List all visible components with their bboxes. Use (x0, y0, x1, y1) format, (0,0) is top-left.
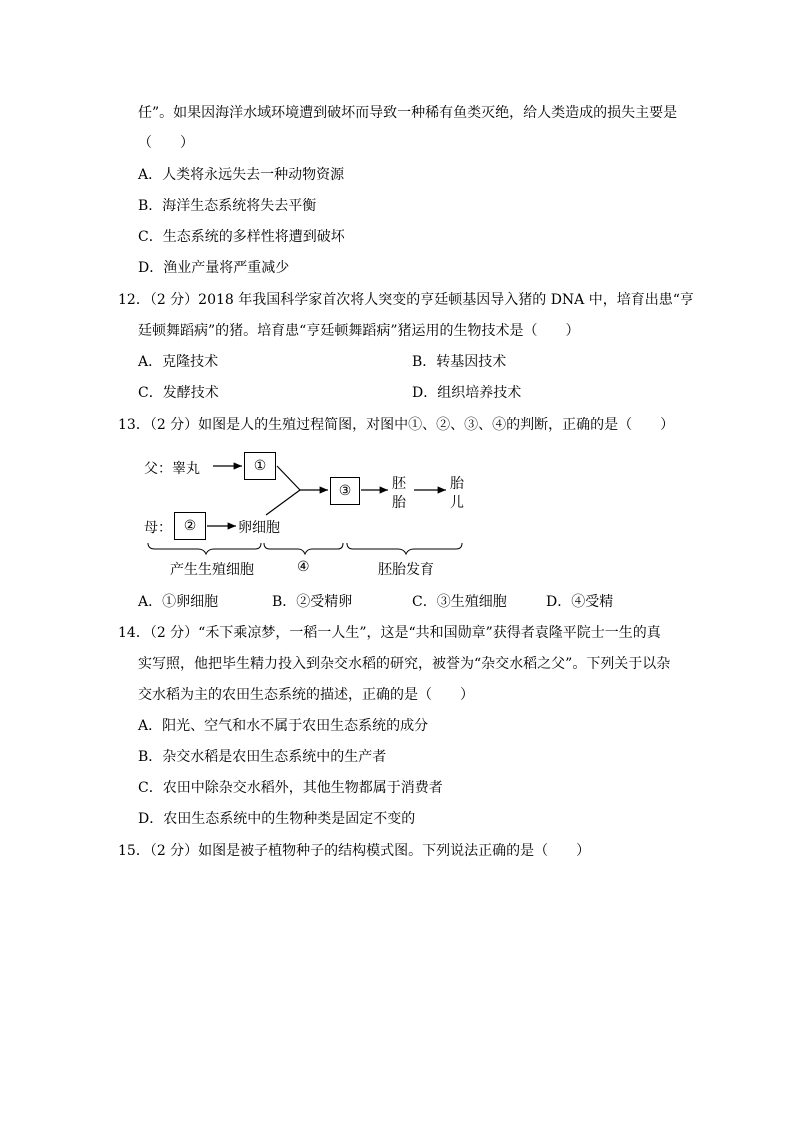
q12-option-c[interactable]: C．发酵技术 (138, 385, 219, 401)
q14-stem-line3: 交水稻为主的农田生态系统的描述，正确的是（ ） (138, 687, 474, 703)
q14-stem-line2: 实写照，他把毕生精力投入到杂交水稻的研究，被誉为“杂交水稻之父”。下列关于以杂 (138, 656, 671, 672)
box-3: ③ (330, 477, 360, 505)
box-1: ① (244, 452, 276, 480)
fetus-label-bottom: 儿 (450, 495, 464, 511)
q14-option-b[interactable]: B．杂交水稻是农田生态系统中的生产者 (138, 749, 387, 765)
q12-stem-line2: 廷顿舞蹈病”的猪。培育患“亨廷顿舞蹈病”猪运用的生物技术是（ ） (138, 323, 580, 339)
q12-stem-line1: 12．（2 分）2018 年我国科学家首次将人突变的亨廷顿基因导入猪的 DNA 中，培育出患“亨 (118, 292, 694, 308)
q15-stem-line1: 15．（2 分）如图是被子植物种子的结构模式图。下列说法正确的是（ ） (118, 843, 591, 859)
fetus-label-top: 胎 (450, 476, 464, 492)
brace-label-development: 胚胎发育 (378, 562, 434, 578)
q13-option-d[interactable]: D．④受精 (546, 594, 614, 610)
line-egg-to-merge (266, 490, 300, 515)
brace-gametes (148, 543, 261, 554)
father-label: 父：睾丸 (144, 461, 200, 477)
q11-option-c[interactable]: C．生态系统的多样性将遭到破坏 (138, 229, 345, 245)
q11-answer-bracket: （ ） (138, 135, 194, 151)
q12-option-b[interactable]: B．转基因技术 (412, 354, 507, 370)
q14-option-c[interactable]: C．农田中除杂交水稻外，其他生物都属于消费者 (138, 780, 443, 796)
box-2: ② (174, 512, 206, 540)
embryo-label-top: 胚 (392, 476, 406, 492)
q11-text-line1: 任”。如果因海洋水域环境遭到破坏而导致一种稀有鱼类灭绝，给人类造成的损失主要是 (138, 105, 678, 121)
embryo-label-bottom: 胎 (392, 495, 406, 511)
q14-stem-line1: 14．（2 分）“禾下乘凉梦，一稻一人生”，这是“共和国勋章”获得者袁隆平院士一生的真 (118, 625, 661, 641)
q12-option-d[interactable]: D．组织培养技术 (412, 385, 522, 401)
brace-label-gametes: 产生生殖细胞 (170, 562, 254, 578)
line-sperm-to-merge (277, 466, 300, 490)
egg-cell-label: 卵细胞 (238, 520, 280, 536)
q12-option-a[interactable]: A．克隆技术 (138, 354, 219, 370)
q11-option-d[interactable]: D．渔业产量将严重减少 (138, 260, 290, 276)
q14-option-d[interactable]: D．农田生态系统中的生物种类是固定不变的 (138, 811, 416, 827)
q13-option-b[interactable]: B．②受精卵 (272, 594, 353, 610)
q13-option-c[interactable]: C．③生殖细胞 (412, 594, 507, 610)
brace-development (347, 543, 462, 554)
q14-option-a[interactable]: A．阳光、空气和水不属于农田生态系统的成分 (138, 718, 429, 734)
q13-option-a[interactable]: A．①卵细胞 (138, 594, 219, 610)
q13-stem-line1: 13．（2 分）如图是人的生殖过程简图，对图中①、②、③、④的判断，正确的是（ ） (118, 417, 675, 433)
brace-label-fertilization: ④ (297, 559, 310, 575)
mother-label: 母： (144, 520, 172, 536)
brace-fertilization (264, 543, 343, 554)
q11-option-b[interactable]: B．海洋生态系统将失去平衡 (138, 198, 317, 214)
q11-option-a[interactable]: A．人类将永远失去一种动物资源 (138, 167, 345, 183)
